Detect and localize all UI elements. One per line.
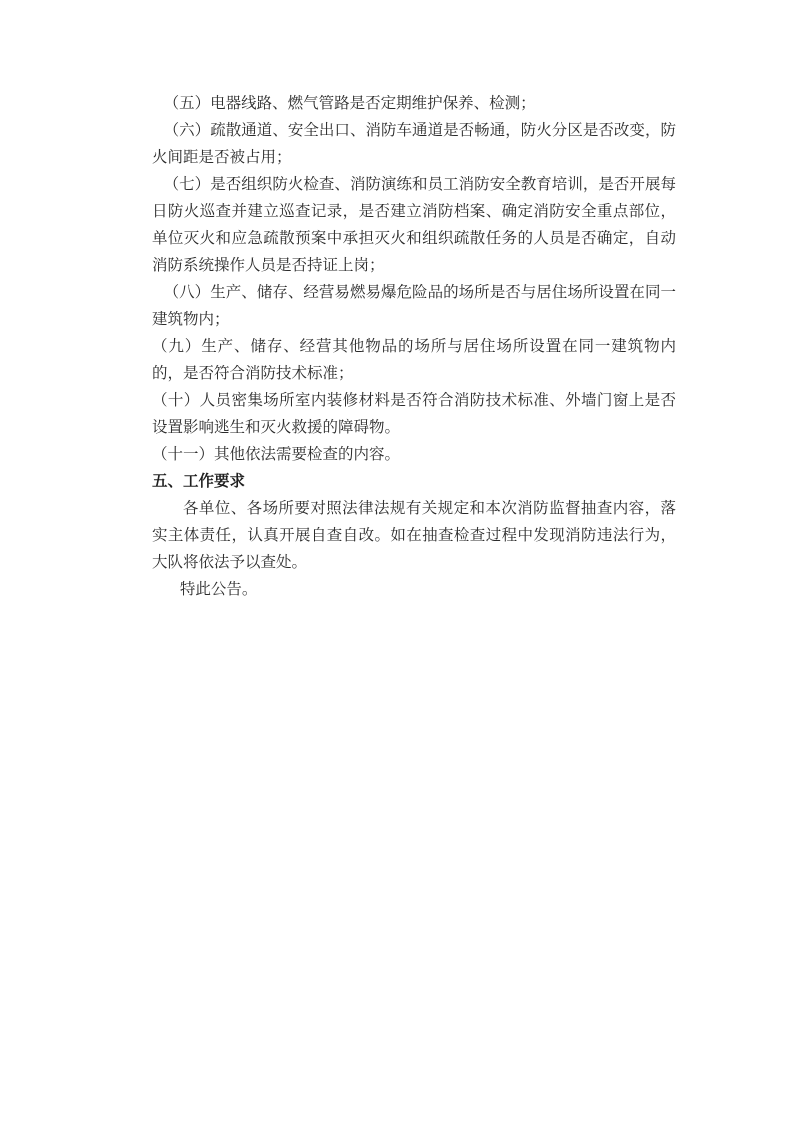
inspection-item-11: （十一）其他依法需要检查的内容。 — [152, 446, 401, 463]
inspection-item-7: （七）是否组织防火检查、消防演练和员工消防安全教育培训，是否开展每日防火巡查并建立巡查记录，是否建立消防档案、确定消防安全重点部位，单位灭火和应急疏散预案中承担灭火和组织疏散任务的人员是否确定，自动消防系统操作人员是否持证上岗； — [152, 176, 676, 274]
inspection-item-10: （十）人员密集场所室内装修材料是否符合消防技术标准、外墙门窗上是否设置影响逃生和灭火救援的障碍物。 — [152, 392, 676, 436]
inspection-item-9: （九）生产、储存、经营其他物品的场所与居住场所设置在同一建筑物内的，是否符合消防技术标准； — [152, 338, 676, 382]
inspection-item-5: （五）电器线路、燃气管路是否定期维护保养、检测； — [163, 95, 536, 112]
inspection-item-6: （六）疏散通道、安全出口、消防车通道是否畅通，防火分区是否改变，防火间距是否被占用； — [152, 122, 676, 166]
inspection-item-8: （八）生产、储存、经营易燃易爆危险品的场所是否与居住场所设置在同一建筑物内； — [152, 284, 676, 328]
closing-paragraph-work-requirement: 各单位、各场所要对照法律法规有关规定和本次消防监督抽查内容，落实主体责任，认真开展自查自改。如在抽查检查过程中发现消防违法行为，大队将依法予以查处。 — [152, 500, 676, 571]
section-heading-work-requirements: 五、工作要求 — [152, 473, 246, 490]
document-body — [152, 90, 676, 603]
closing-paragraph-announcement: 特此公告。 — [179, 581, 258, 598]
